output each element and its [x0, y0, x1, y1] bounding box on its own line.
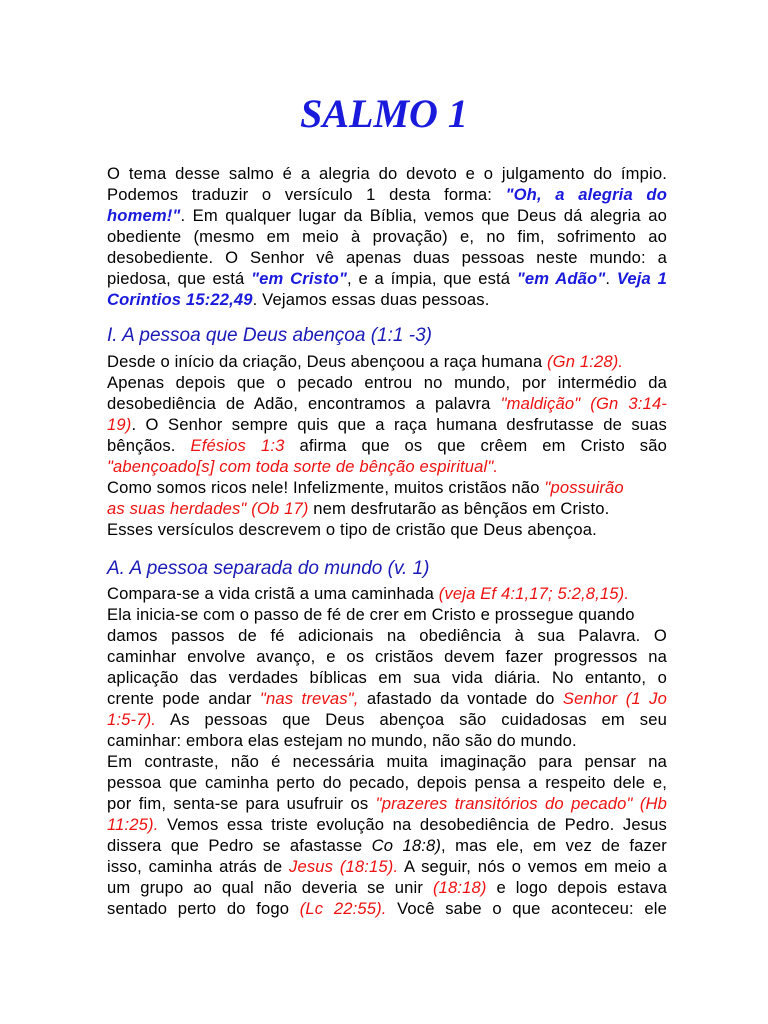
- s2-line-16: [107, 898, 667, 919]
- s1-line-7: [107, 477, 667, 498]
- s2-line-6: [107, 688, 667, 709]
- s2-line-3: [107, 625, 667, 646]
- text: Podemos traduzir o versículo 1 desta forma:: [107, 185, 506, 204]
- scripture-reference: 1:5-7).: [107, 710, 157, 729]
- text: . Vejamos essas duas pessoas.: [252, 290, 490, 309]
- intro-line-2: [107, 184, 667, 205]
- text: dissera que Pedro se afastasse: [107, 836, 372, 855]
- text: afastado da vontade do: [358, 689, 563, 708]
- s2-line-4: [107, 646, 667, 667]
- text: caminhar: embora elas estejam no mundo, não são do mundo.: [107, 731, 577, 750]
- text: desobediência de Adão, encontramos a palavra: [107, 394, 501, 413]
- text: . O Senhor sempre quis que a raça humana desfrutasse de suas: [131, 415, 667, 434]
- page-title: SALMO 1: [300, 91, 468, 136]
- text: crente pode andar: [107, 689, 260, 708]
- quote-highlight: "Oh, a alegria do: [505, 185, 667, 204]
- s2-line-5: [107, 667, 667, 688]
- text: aplicação das verdades bíblicas em sua vida diária. No entanto, o: [107, 668, 667, 687]
- text: por fim, senta-se para usufruir os: [107, 794, 376, 813]
- s1-line-2: [107, 372, 667, 393]
- s1-line-3: [107, 393, 667, 414]
- quote-highlight: "em Cristo": [251, 269, 347, 288]
- text: isso, caminha atrás de: [107, 857, 289, 876]
- text: obediente (mesmo em meio à provação) e, no fim, sofrimento ao: [107, 227, 667, 246]
- s2-line-8: [107, 730, 667, 751]
- text: Compara-se a vida cristã a uma caminhada: [107, 584, 439, 603]
- reference-link: Veja 1: [616, 269, 668, 288]
- text: As pessoas que Deus abençoa são cuidadosas em seu: [156, 710, 667, 729]
- s2-line-12: [107, 814, 667, 835]
- section-heading-1: I. A pessoa que Deus abençoa (1:1 -3): [107, 325, 432, 346]
- text: Em contraste, não é necessária muita imaginação para pensar na: [107, 752, 667, 771]
- scripture-quote: "abençoado[s] com toda sorte de bênção espiritual".: [107, 457, 499, 476]
- scripture-reference: (veja Ef 4:1,17; 5:2,8,15).: [438, 584, 630, 603]
- text: afirma que os que crêem em Cristo são: [284, 436, 668, 455]
- text: nem desfrutarão as bênçãos em Cristo.: [308, 499, 610, 518]
- s2-line-14: [107, 856, 667, 877]
- intro-line-5: [107, 247, 667, 268]
- text: bênçãos.: [107, 436, 191, 455]
- text: desobediente. O Senhor vê apenas duas pessoas neste mundo: a: [107, 248, 667, 267]
- quote-highlight: "em Adão": [516, 269, 606, 288]
- scripture-reference: 11:25).: [107, 815, 159, 834]
- text: Vemos essa triste evolução na desobediência de Pedro. Jesus: [158, 815, 667, 834]
- s1-line-1: [107, 351, 667, 372]
- s2-line-1: [107, 583, 667, 604]
- text: piedosa, que está: [107, 269, 252, 288]
- text: .: [605, 269, 617, 288]
- s2-line-11: [107, 793, 667, 814]
- intro-line-1: [107, 163, 667, 184]
- scripture-reference: Co 18:8): [371, 836, 442, 855]
- s1-line-6: [107, 456, 667, 477]
- s2-line-2: [107, 604, 667, 625]
- text: Esses versículos descrevem o tipo de cristão que Deus abençoa.: [107, 520, 597, 539]
- scripture-reference: Jesus (18:15).: [289, 857, 399, 876]
- text: pessoa que caminha perto do pecado, depois pensa a respeito dele e,: [107, 773, 667, 792]
- s2-line-13: [107, 835, 667, 856]
- scripture-reference: "maldição" (Gn 3:14-: [500, 394, 667, 413]
- s1-line-5: [107, 435, 667, 456]
- s1-line-4: [107, 414, 667, 435]
- scripture-reference: (Gn 1:28).: [546, 352, 624, 371]
- text: Você sabe o que aconteceu: ele: [386, 899, 667, 918]
- s2-line-7: [107, 709, 667, 730]
- intro-line-7: [107, 289, 667, 310]
- s2-line-10: [107, 772, 667, 793]
- s1-line-9: [107, 519, 667, 540]
- s2-line-9: [107, 751, 667, 772]
- text: Apenas depois que o pecado entrou no mundo, por intermédio da: [107, 373, 667, 392]
- quote-highlight: homem!": [107, 206, 181, 225]
- text: caminhar envolve avanço, e os cristãos devem fazer progressos na: [107, 647, 667, 666]
- text: Desde o início da criação, Deus abençoou a raça humana: [107, 352, 547, 371]
- scripture-quote: "nas trevas",: [259, 689, 359, 708]
- s1-line-8: [107, 498, 667, 519]
- text: . Em qualquer lugar da Bíblia, vemos que Deus dá alegria ao: [180, 206, 667, 225]
- scripture-reference: Efésios 1:3: [190, 436, 285, 455]
- text: sentado perto do fogo: [107, 899, 300, 918]
- text: damos passos de fé adicionais na obediência à sua Palavra. O: [107, 626, 667, 645]
- s2-line-15: [107, 877, 667, 898]
- scripture-reference: 19): [107, 415, 132, 434]
- section-heading-2: A. A pessoa separada do mundo (v. 1): [107, 558, 430, 579]
- intro-line-4: [107, 226, 667, 247]
- scripture-quote: "prazeres transitórios do pecado" (Hb: [375, 794, 668, 813]
- scripture-reference: Senhor (1 Jo: [562, 689, 667, 708]
- scripture-reference: (18:18): [432, 878, 487, 897]
- text: O tema desse salmo é a alegria do devoto e o julgamento do ímpio.: [107, 164, 667, 183]
- reference-link: Corintios 15:22,49: [107, 290, 253, 309]
- text: A seguir, nós o vemos em meio a: [398, 857, 667, 876]
- text: um grupo ao qual não deveria se unir: [107, 878, 433, 897]
- scripture-reference: (Lc 22:55).: [299, 899, 387, 918]
- text: e logo depois estava: [486, 878, 667, 897]
- text: , mas ele, em vez de fazer: [441, 836, 667, 855]
- intro-line-3: [107, 205, 667, 226]
- text: , e a ímpia, que está: [346, 269, 517, 288]
- scripture-quote: "possuirão: [544, 478, 624, 497]
- intro-line-6: [107, 268, 667, 289]
- text: Ela inicia-se com o passo de fé de crer em Cristo e prossegue quando: [107, 605, 635, 624]
- text: Como somos ricos nele! Infelizmente, muitos cristãos não: [107, 478, 545, 497]
- scripture-quote: as suas herdades" (Ob 17): [107, 499, 309, 518]
